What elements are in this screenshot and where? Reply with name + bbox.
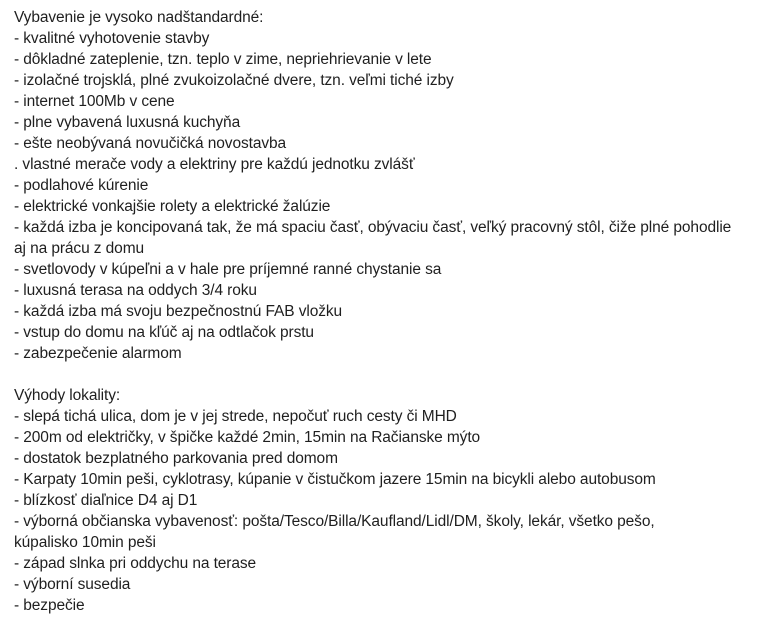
section-1 [14,7,760,364]
document-sections [14,7,760,616]
list-item: - kvalitné vyhotovenie stavby [14,30,210,47]
list-item: - ešte neobývaná novučičká novostavba [14,135,287,152]
list-item: - západ slnka pri oddychu na terase [14,555,257,572]
section-heading: Vybavenie je vysoko nadštandardné: [14,9,264,26]
list-item: - bezpečie [14,597,85,614]
list-item: - izolačné trojsklá, plné zvukoizolačné dvere, tzn. veľmi tiché izby [14,72,454,89]
list-item: - dôkladné zateplenie, tzn. teplo v zime, nepriehrievanie v lete [14,51,432,68]
list-item: . vlastné merače vody a elektriny pre každú jednotku zvlášť [14,156,415,173]
section-heading: Výhody lokality: [14,387,121,404]
list-item: aj na prácu z domu [14,240,145,257]
section-2 [14,385,760,616]
list-item: - plne vybavená luxusná kuchyňa [14,114,241,131]
list-item: - slepá tichá ulica, dom je v jej strede, nepočuť ruch cesty či MHD [14,408,457,425]
list-item: - každá izba je koncipovaná tak, že má spaciu časť, obývaciu časť, veľký pracovný stôl, čiže plné pohodlie [14,219,732,236]
list-item: - každá izba má svoju bezpečnostnú FAB vložku [14,303,343,320]
list-item: - vstup do domu na kľúč aj na odtlačok prstu [14,324,314,341]
list-item: - výborná občianska vybavenosť: pošta/Tesco/Billa/Kaufland/Lidl/DM, školy, lekár, všetko pešo, [14,513,655,530]
list-item: - podlahové kúrenie [14,177,149,194]
list-item: - zabezpečenie alarmom [14,345,182,362]
list-item: kúpalisko 10min peši [14,534,156,551]
list-item: - elektrické vonkajšie rolety a elektrické žalúzie [14,198,331,215]
list-item: - svetlovody v kúpeľni a v hale pre príjemné ranné chystanie sa [14,261,442,278]
list-item: - dostatok bezplatného parkovania pred domom [14,450,338,467]
list-item: - internet 100Mb v cene [14,93,175,110]
list-item: - 200m od električky, v špičke každé 2min, 15min na Račianske mýto [14,429,481,446]
list-item: - luxusná terasa na oddych 3/4 roku [14,282,257,299]
list-item: - výborní susedia [14,576,131,593]
list-item: - Karpaty 10min peši, cyklotrasy, kúpanie v čistučkom jazere 15min na bicykli alebo autobusom [14,471,656,488]
list-item: - blízkosť diaľnice D4 aj D1 [14,492,198,509]
